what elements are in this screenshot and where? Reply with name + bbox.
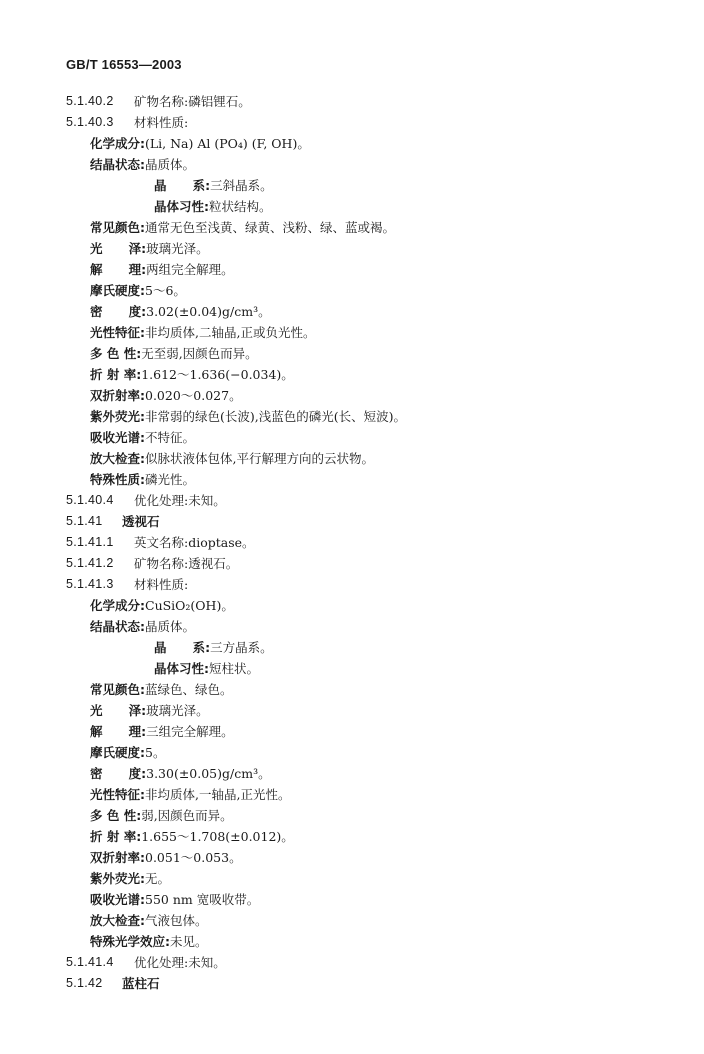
property-line xyxy=(0,322,704,343)
property-value: 粒状结构。 xyxy=(209,199,272,214)
property xyxy=(90,616,195,637)
property xyxy=(90,469,195,490)
property-label: 折 射 率: xyxy=(90,367,142,382)
property-value: 气液包体。 xyxy=(145,913,208,928)
property-label: 结晶状态: xyxy=(90,157,145,172)
property xyxy=(90,385,242,406)
property xyxy=(90,406,406,427)
property-label: 摩氏硬度: xyxy=(90,283,145,298)
property xyxy=(90,784,290,805)
property-label: 紫外荧光: xyxy=(90,409,145,424)
property-value: 3.30(±0.05)g/cm³。 xyxy=(146,766,271,781)
property-line xyxy=(0,259,704,280)
section-line xyxy=(0,91,704,112)
property-line xyxy=(0,784,704,805)
property-line xyxy=(0,469,704,490)
property-line xyxy=(0,868,704,889)
property-label: 特殊光学效应: xyxy=(90,934,170,949)
property-line xyxy=(0,301,704,322)
property-label: 吸收光谱: xyxy=(90,430,145,445)
property-label: 化学成分: xyxy=(90,136,145,151)
property xyxy=(90,868,170,889)
property-label: 密 度: xyxy=(90,304,147,319)
property-value: 磷光性。 xyxy=(145,472,196,487)
property-value: CuSiO₂(OH)。 xyxy=(145,598,234,613)
property-line xyxy=(0,595,704,616)
property-line xyxy=(0,406,704,427)
property-value: 非均质体,一轴晶,正光性。 xyxy=(145,787,291,802)
property xyxy=(90,910,208,931)
property-value: 5。 xyxy=(145,745,166,760)
property-line xyxy=(0,931,704,952)
property-value: 无至弱,因颜色而异。 xyxy=(141,346,258,361)
property-value: 晶质体。 xyxy=(145,157,196,172)
property-line xyxy=(0,637,704,658)
property-value: 弱,因颜色而异。 xyxy=(141,808,233,823)
property xyxy=(90,259,234,280)
property xyxy=(90,595,234,616)
property-value: 0.051～0.053。 xyxy=(145,850,242,865)
property xyxy=(90,826,294,847)
property xyxy=(90,889,259,910)
property-label: 解 理: xyxy=(90,262,147,277)
property-value: 非均质体,二轴晶,正或负光性。 xyxy=(145,325,316,340)
property xyxy=(90,280,186,301)
property xyxy=(90,847,242,868)
property-line xyxy=(0,700,704,721)
section-text: 材料性质: xyxy=(134,115,189,130)
property-label: 密 度: xyxy=(90,766,147,781)
property-value: 非常弱的绿色(长波),浅蓝色的磷光(长、短波)。 xyxy=(145,409,406,424)
property xyxy=(90,301,271,322)
property-value: 1.655～1.708(±0.012)。 xyxy=(141,829,294,844)
property xyxy=(90,238,209,259)
property-line xyxy=(0,238,704,259)
section-title: 透视石 xyxy=(122,514,160,529)
property xyxy=(90,742,165,763)
property-label: 解 理: xyxy=(90,724,147,739)
property-line xyxy=(0,154,704,175)
property-value: 三组完全解理。 xyxy=(146,724,234,739)
property-line xyxy=(0,448,704,469)
property-label: 摩氏硬度: xyxy=(90,745,145,760)
section-text: 优化处理:未知。 xyxy=(134,493,226,508)
section-line xyxy=(0,532,704,553)
property xyxy=(90,700,209,721)
property xyxy=(90,448,374,469)
property-value: 三斜晶系。 xyxy=(210,178,273,193)
property-line xyxy=(0,616,704,637)
property xyxy=(90,427,195,448)
property xyxy=(154,637,273,658)
section-number: 5.1.41 xyxy=(66,514,103,528)
section-number: 5.1.40.2 xyxy=(66,94,114,108)
property-label: 常见颜色: xyxy=(90,682,145,697)
property xyxy=(90,364,294,385)
property-value: 550 nm 宽吸收带。 xyxy=(145,892,260,907)
property-value: 似脉状液体包体,平行解理方向的云状物。 xyxy=(145,451,374,466)
property-label: 光 泽: xyxy=(90,241,147,256)
property-label: 光性特征: xyxy=(90,787,145,802)
property-line xyxy=(0,847,704,868)
property-value: 蓝绿色、绿色。 xyxy=(145,682,233,697)
section-number: 5.1.41.4 xyxy=(66,955,114,969)
property xyxy=(154,658,259,679)
section-line xyxy=(0,490,704,511)
property-line xyxy=(0,658,704,679)
section-number: 5.1.41.2 xyxy=(66,556,114,570)
property-line xyxy=(0,343,704,364)
section-line xyxy=(0,973,704,994)
property-label: 晶 系: xyxy=(154,640,211,655)
property-line xyxy=(0,910,704,931)
property-label: 常见颜色: xyxy=(90,220,145,235)
property-value: 三方晶系。 xyxy=(210,640,273,655)
property-value: 1.612～1.636(−0.034)。 xyxy=(141,367,294,382)
property-line xyxy=(0,364,704,385)
property-line xyxy=(0,175,704,196)
section-number: 5.1.42 xyxy=(66,976,103,990)
property-value: 玻璃光泽。 xyxy=(146,241,209,256)
property-value: 不特征。 xyxy=(145,430,196,445)
property xyxy=(90,721,234,742)
property xyxy=(90,931,208,952)
property-label: 特殊性质: xyxy=(90,472,145,487)
property-line xyxy=(0,133,704,154)
property-line xyxy=(0,889,704,910)
property-label: 晶体习性: xyxy=(154,199,209,214)
property-line xyxy=(0,217,704,238)
property xyxy=(90,805,233,826)
property-label: 双折射率: xyxy=(90,850,145,865)
property-value: (Li, Na) Al (PO₄) (F, OH)。 xyxy=(145,136,310,151)
property-label: 折 射 率: xyxy=(90,829,142,844)
section-line xyxy=(0,553,704,574)
property-label: 晶体习性: xyxy=(154,661,209,676)
section-line xyxy=(0,952,704,973)
property-value: 两组完全解理。 xyxy=(146,262,234,277)
property-label: 化学成分: xyxy=(90,598,145,613)
section-title: 蓝柱石 xyxy=(122,976,160,991)
section-number: 5.1.41.1 xyxy=(66,535,114,549)
property xyxy=(90,322,315,343)
property-label: 多 色 性: xyxy=(90,346,142,361)
property-label: 多 色 性: xyxy=(90,808,142,823)
section-text: 材料性质: xyxy=(134,577,189,592)
property-value: 3.02(±0.04)g/cm³。 xyxy=(146,304,271,319)
property-line xyxy=(0,196,704,217)
property-value: 未见。 xyxy=(170,934,208,949)
property-label: 放大检查: xyxy=(90,451,145,466)
property-label: 双折射率: xyxy=(90,388,145,403)
property-label: 光 泽: xyxy=(90,703,147,718)
section-text: 矿物名称:磷铝锂石。 xyxy=(134,94,251,109)
property-value: 玻璃光泽。 xyxy=(146,703,209,718)
property xyxy=(90,217,395,238)
property-value: 无。 xyxy=(145,871,171,886)
property-value: 晶质体。 xyxy=(145,619,196,634)
property xyxy=(90,343,258,364)
property-line xyxy=(0,763,704,784)
section-line xyxy=(0,511,704,532)
property-value: 5～6。 xyxy=(145,283,186,298)
property-label: 晶 系: xyxy=(154,178,211,193)
property-line xyxy=(0,679,704,700)
property-label: 吸收光谱: xyxy=(90,892,145,907)
property-label: 紫外荧光: xyxy=(90,871,145,886)
property-value: 0.020～0.027。 xyxy=(145,388,242,403)
standard-code-header: GB/T 16553—2003 xyxy=(66,57,182,72)
property-line xyxy=(0,280,704,301)
property-line xyxy=(0,427,704,448)
property-line xyxy=(0,826,704,847)
section-text: 优化处理:未知。 xyxy=(134,955,226,970)
section-line xyxy=(0,112,704,133)
property xyxy=(90,133,310,154)
section-number: 5.1.40.3 xyxy=(66,115,114,129)
property-line xyxy=(0,385,704,406)
property xyxy=(90,154,195,175)
section-line xyxy=(0,574,704,595)
property-label: 放大检查: xyxy=(90,913,145,928)
property-value: 通常无色至浅黄、绿黄、浅粉、绿、蓝或褐。 xyxy=(145,220,396,235)
property-label: 光性特征: xyxy=(90,325,145,340)
section-text: 矿物名称:透视石。 xyxy=(134,556,239,571)
property-line xyxy=(0,742,704,763)
property-value: 短柱状。 xyxy=(209,661,260,676)
document-body xyxy=(0,91,704,994)
section-text: 英文名称:dioptase。 xyxy=(134,535,255,550)
property xyxy=(154,175,273,196)
section-number: 5.1.41.3 xyxy=(66,577,114,591)
property-line xyxy=(0,721,704,742)
property xyxy=(90,679,233,700)
property xyxy=(90,763,271,784)
property-label: 结晶状态: xyxy=(90,619,145,634)
section-number: 5.1.40.4 xyxy=(66,493,114,507)
property-line xyxy=(0,805,704,826)
property xyxy=(154,196,272,217)
